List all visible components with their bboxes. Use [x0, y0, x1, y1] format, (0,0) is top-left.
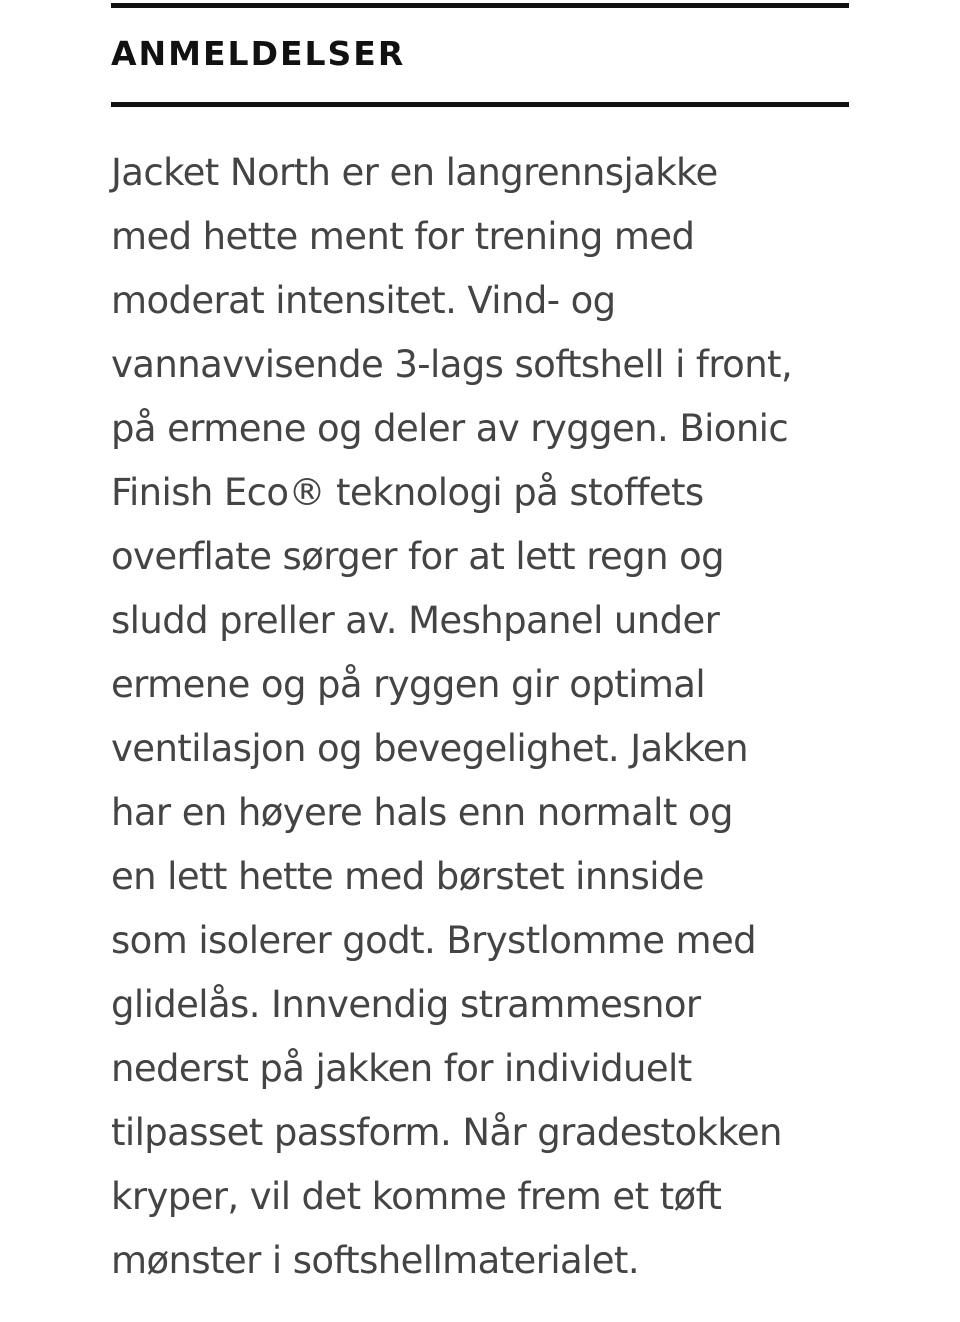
- description-line: en lett hette med børstet innside: [111, 855, 704, 898]
- description-line: som isolerer godt. Brystlomme med: [111, 919, 757, 962]
- description-line: sludd preller av. Meshpanel under: [111, 599, 720, 642]
- description-line: vannavvisende 3-lags softshell i front,: [111, 343, 793, 386]
- description-line: tilpasset passform. Når gradestokken: [111, 1111, 782, 1154]
- description-line: på ermene og deler av ryggen. Bionic: [111, 407, 789, 450]
- reviews-section: [111, 0, 849, 1293]
- description-line: Jacket North er en langrennsjakke: [111, 151, 718, 194]
- description-line: ermene og på ryggen gir optimal: [111, 663, 706, 706]
- description-line: Finish Eco® teknologi på stoffets: [111, 471, 704, 514]
- description-line: har en høyere hals enn normalt og: [111, 791, 733, 834]
- description-line: med hette ment for trening med: [111, 215, 695, 258]
- description-line: overflate sørger for at lett regn og: [111, 535, 725, 578]
- heading-underline: [111, 102, 849, 107]
- description-line: kryper, vil det komme frem et tøft: [111, 1175, 722, 1218]
- description-line: ventilasjon og bevegelighet. Jakken: [111, 727, 748, 770]
- description-line: moderat intensitet. Vind- og: [111, 279, 616, 322]
- description-line: mønster i softshellmaterialet.: [111, 1239, 640, 1282]
- section-heading: ANMELDELSER: [111, 34, 406, 73]
- description-line: nederst på jakken for individuelt: [111, 1047, 692, 1090]
- description-line: glidelås. Innvendig strammesnor: [111, 983, 701, 1026]
- product-description: [111, 141, 849, 1293]
